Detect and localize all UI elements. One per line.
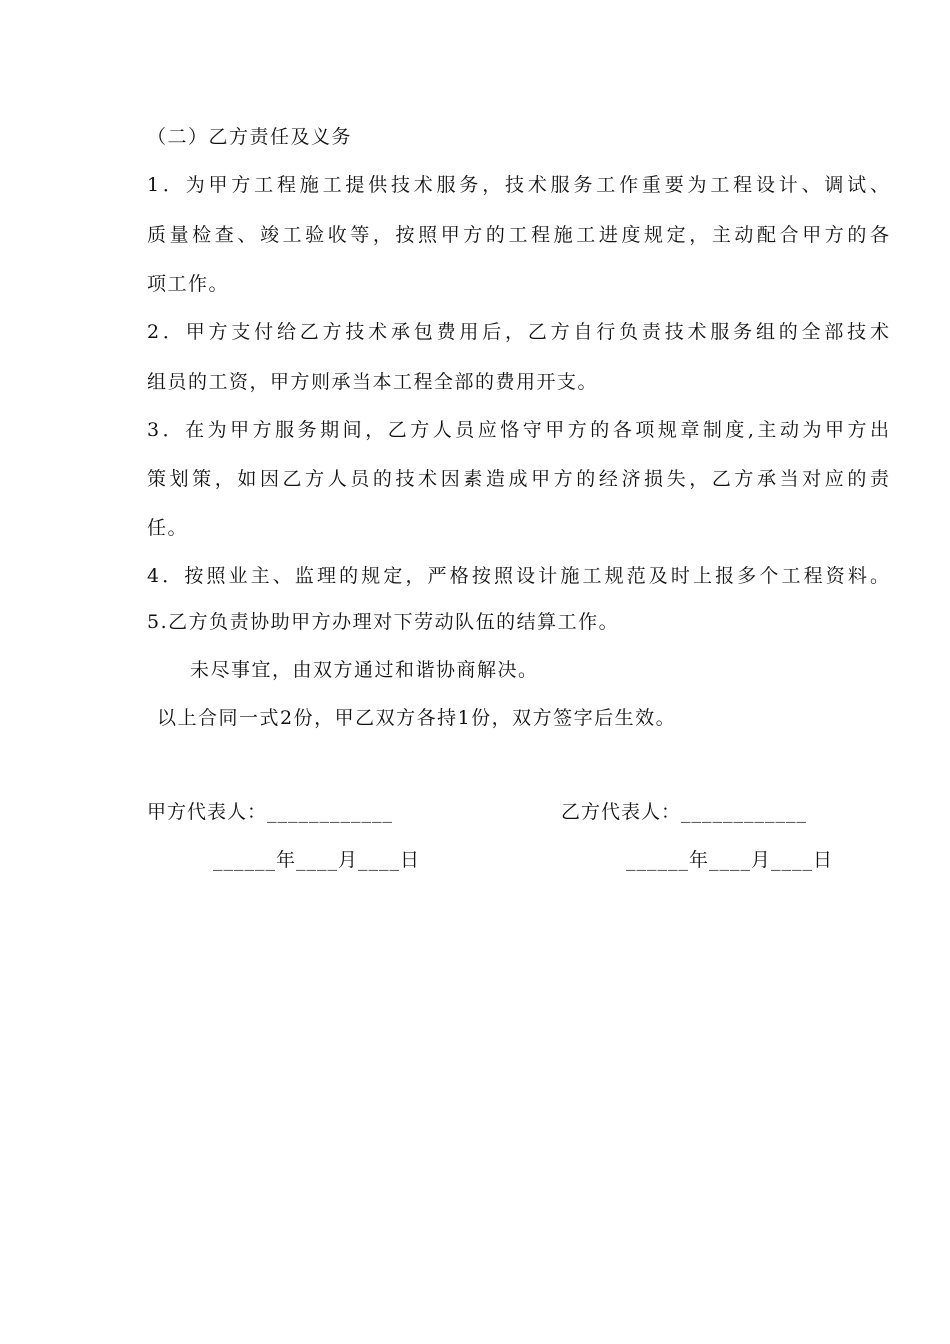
item-1-line-2: 质量检查、竣工验收等，按照甲方的工程施工进度规定，主动配合甲方的各 [147,224,889,246]
item-4: 4．按照业主、监理的规定，严格按照设计施工规范及时上报多个工程资料。 [147,565,889,587]
party-b-signature-label: 乙方代表人：____________ [561,801,808,823]
item-2-line-1: 2．甲方支付给乙方技术承包费用后，乙方自行负责技术服务组的全部技术 [147,321,889,343]
party-a-date: ______年____月____日 [213,849,421,871]
section-title: （二）乙方责任及义务 [147,126,353,148]
party-a-signature-label: 甲方代表人：____________ [147,801,394,823]
item-1-line-1: 1．为甲方工程施工提供技术服务，技术服务工作重要为工程设计、调试、 [147,174,889,196]
party-b-date: ______年____月____日 [626,849,834,871]
item-5: 5.乙方负责协助甲方办理对下劳动队伍的结算工作。 [147,611,620,633]
item-3-line-3: 任。 [147,517,189,539]
item-3-line-2: 策划策，如因乙方人员的技术因素造成甲方的经济损失，乙方承当对应的责 [147,468,889,490]
item-1-line-3: 项工作。 [147,273,230,295]
item-3-line-1: 3．在为甲方服务期间，乙方人员应恪守甲方的各项规章制度,主动为甲方出 [147,419,889,441]
closing-line-2: 以上合同一式2份，甲乙双方各持1份，双方签字后生效。 [157,707,677,729]
item-2-line-2: 组员的工资，甲方则承当本工程全部的费用开支。 [147,371,599,393]
closing-line-1: 未尽事宜，由双方通过和谐协商解决。 [190,659,539,681]
